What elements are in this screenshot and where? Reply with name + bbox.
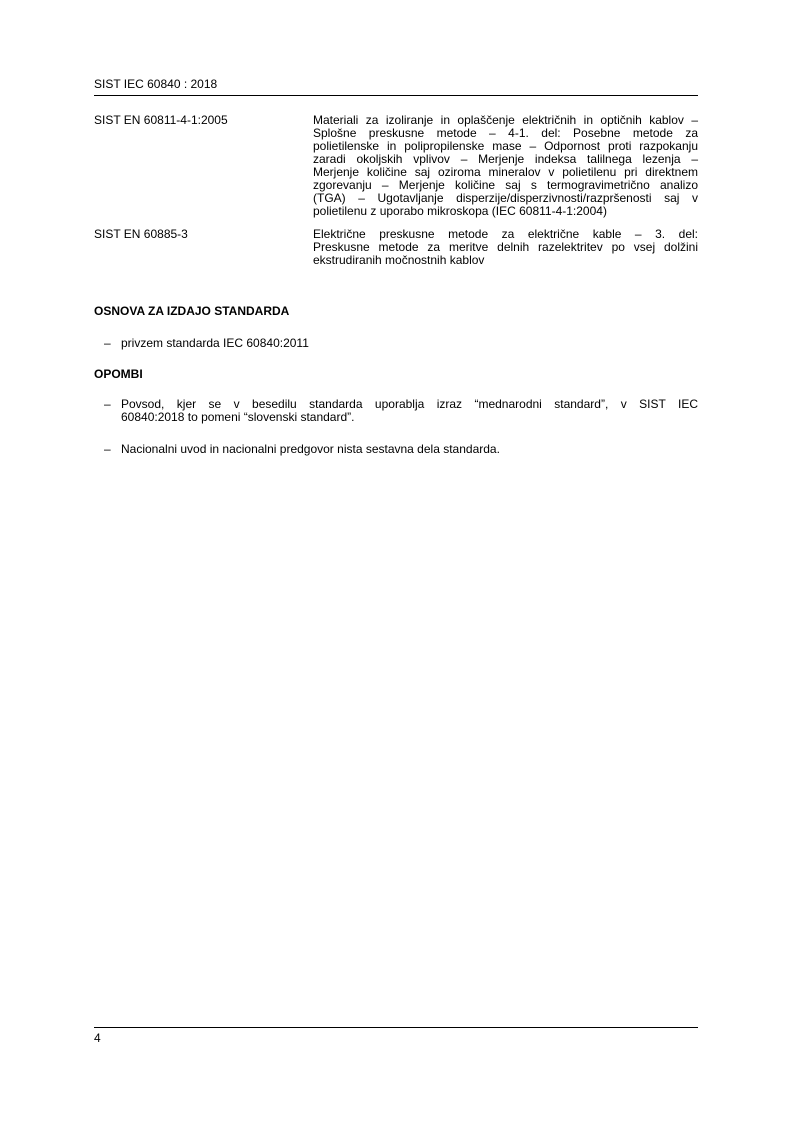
page-footer [94, 1027, 698, 1045]
list-item-text [121, 337, 698, 350]
list-item-text [121, 443, 698, 456]
dash-bullet: – [104, 442, 111, 456]
page-number: 4 [94, 1031, 101, 1045]
list-item-line: Povsod, kjer se v besedilu standarda uporablja izraz “mednarodni standard”, v SIST IEC [121, 397, 698, 411]
reference-title-line: Električne preskusne metode za električne kable – 3. del: [313, 227, 698, 241]
dash-bullet: – [104, 397, 111, 411]
basis-heading: OSNOVA ZA IZDAJO STANDARDA [94, 304, 290, 318]
list-item-line: Nacionalni uvod in nacionalni predgovor nista sestavna dela standarda. [121, 442, 500, 456]
reference-title-line: ekstrudiranih močnostnih kablov [313, 253, 485, 267]
reference-code: SIST EN 60885-3 [94, 227, 188, 241]
reference-title-line: Splošne preskusne metode – 4-1. del: Posebne metode za [313, 126, 698, 140]
reference-table [94, 114, 698, 267]
list-item-line: privzem standarda IEC 60840:2011 [121, 336, 309, 350]
reference-title-line: zaradi okoljskih vplivov – Merjenje indeksa talilnega lezenja – [313, 152, 698, 166]
basis-list-item [94, 337, 698, 350]
reference-title-line: polietilenske in polipropilenske mase – Odpornost proti razpokanju [313, 139, 698, 153]
document-id: SIST IEC 60840 : 2018 [94, 77, 218, 91]
reference-row [94, 114, 698, 218]
reference-row [94, 228, 698, 267]
page-header [94, 78, 698, 96]
reference-title-line: polietilenu z uporabo mikroskopa (IEC 60811-4-1:2004) [313, 204, 607, 218]
reference-code: SIST EN 60811-4-1:2005 [94, 113, 228, 127]
reference-title-line: Materiali za izoliranje in oplaščenje električnih in optičnih kablov – [313, 113, 698, 127]
reference-title-line: (TGA) – Ugotavljanje disperzije/disperzivnosti/razpršenosti saj v [313, 191, 698, 205]
reference-title-line: Merjenje količine saj oziroma mineralov v polietilenu pri direktnem [313, 165, 698, 179]
reference-title-line: zgorevanju – Merjenje količine saj s termogravimetrično analizo [313, 178, 698, 192]
dash-bullet: – [104, 336, 111, 350]
reference-title [313, 114, 698, 218]
notes-heading: OPOMBI [94, 367, 143, 381]
notes-list-item [94, 443, 698, 456]
notes-list-item [94, 398, 698, 424]
list-item-text [121, 398, 698, 424]
list-item-line: 60840:2018 to pomeni “slovenski standard”. [121, 410, 355, 424]
reference-title-line: Preskusne metode za meritve delnih razelektritev po vsej dolžini [313, 240, 698, 254]
reference-title [313, 228, 698, 267]
